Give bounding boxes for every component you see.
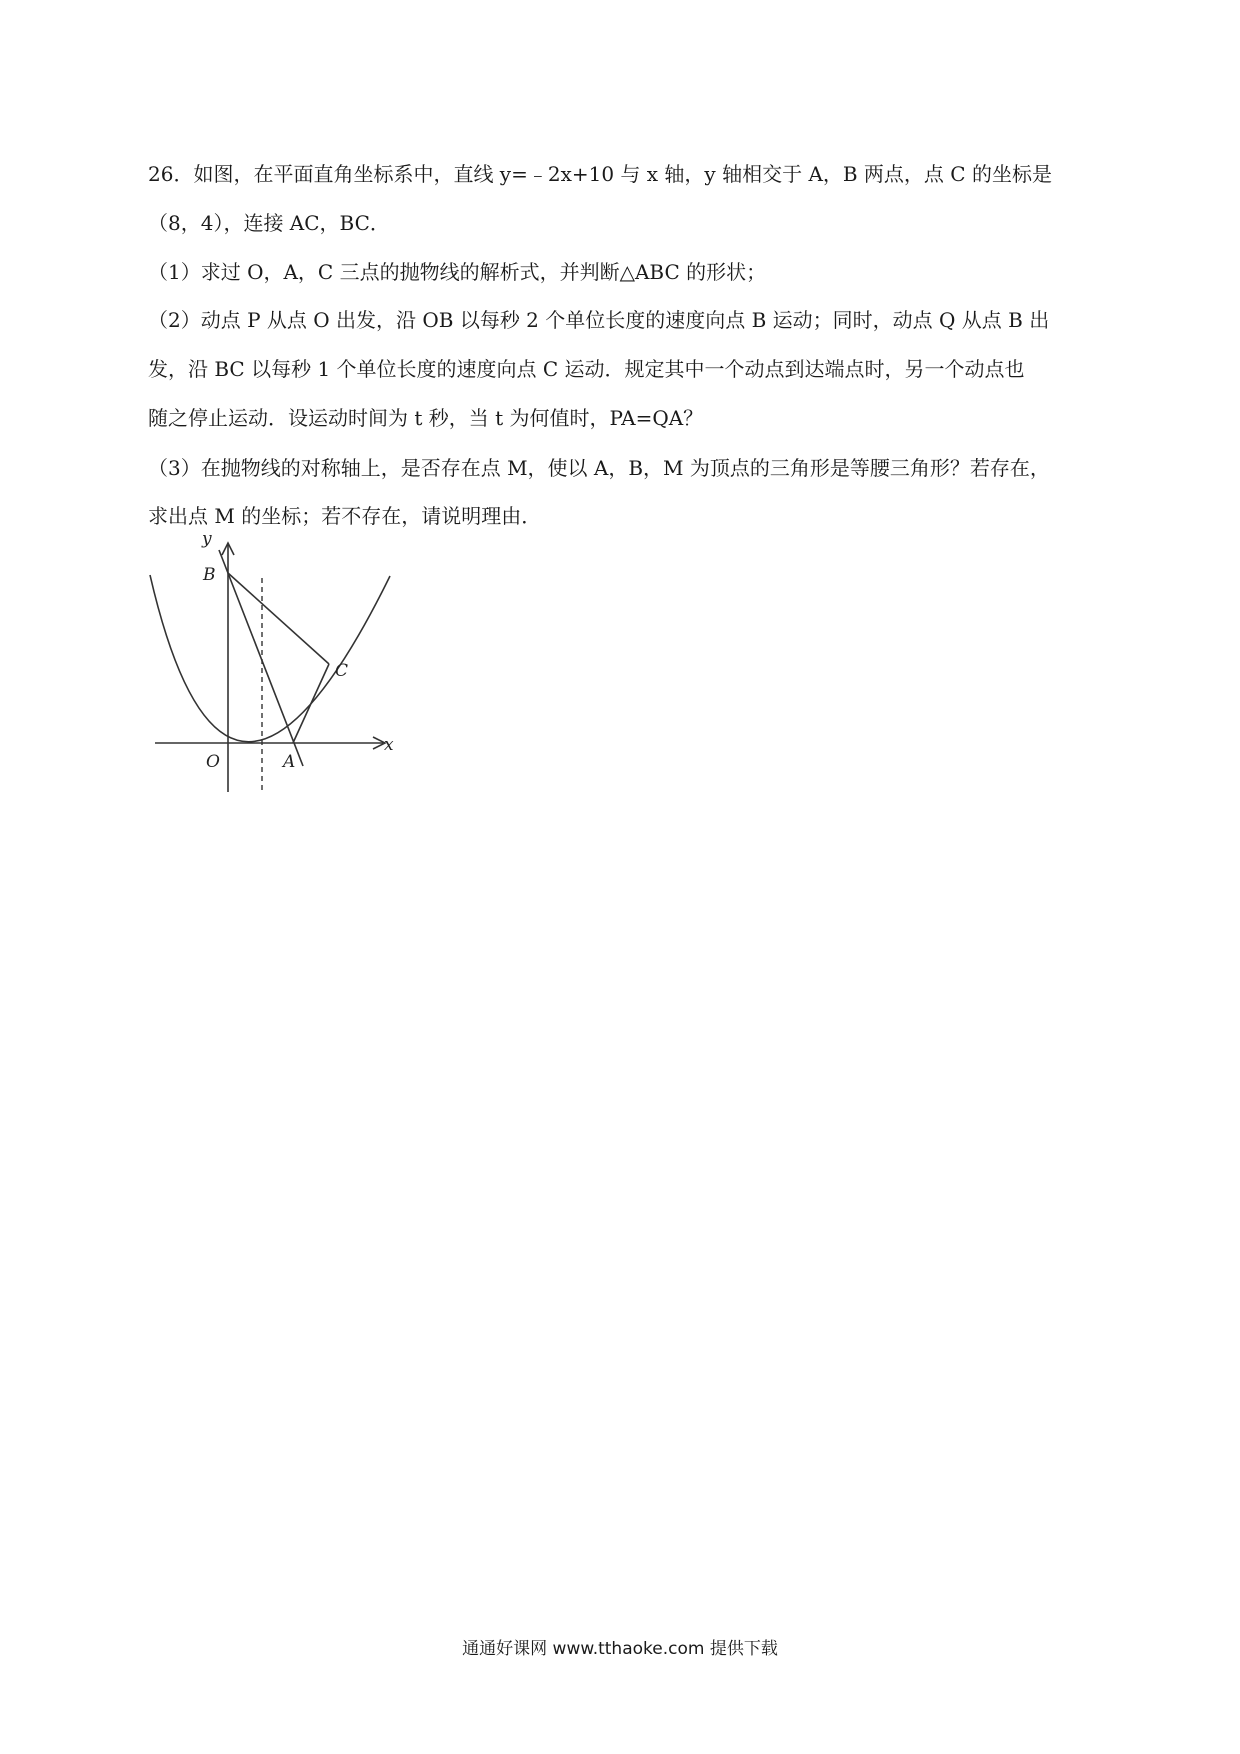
y-axis-label: y [202,530,212,549]
parabola-curve [150,575,390,742]
footer-text: 通通好课网 www.tthaoke.com 提供下载 [462,1639,778,1659]
point-b-label: B [203,565,216,585]
point-c-label: C [335,661,349,681]
problem-line-2: （8，4），连接 AC，BC． [148,211,390,235]
problem-part-3-line-2: 求出点 M 的坐标；若不存在，请说明理由． [148,504,542,528]
problem-part-2-line-3: 随之停止运动．设运动时间为 t 秒，当 t 为何值时，PA=QA？ [148,406,704,430]
line-ab [219,550,303,766]
point-o-label: O [206,752,220,772]
segment-ac [293,664,329,743]
problem-part-2-line-2: 发，沿 BC 以每秒 1 个单位长度的速度向点 C 运动．规定其中一个动点到达端点时，另一个动点也 [148,357,1025,381]
x-axis-label: x [384,735,394,755]
problem-part-3-line-1: （3）在抛物线的对称轴上，是否存在点 M，使以 A，B，M 为顶点的三角形是等腰三角形？若存在， [148,456,1050,480]
segment-bc [228,573,329,664]
problem-part-2-line-1: （2）动点 P 从点 O 出发，沿 OB 以每秒 2 个单位长度的速度向点 B 运动；同时，动点 Q 从点 B 出 [148,308,1050,332]
point-a-label: A [283,752,296,772]
parabola-figure [145,530,410,800]
problem-line-1: 26．如图，在平面直角坐标系中，直线 y=﹣2x+10 与 x 轴，y 轴相交于 A，B 两点，点 C 的坐标是 [148,162,1052,186]
problem-part-1: （1）求过 O，A，C 三点的抛物线的解析式，并判断△ABC 的形状； [148,260,767,284]
